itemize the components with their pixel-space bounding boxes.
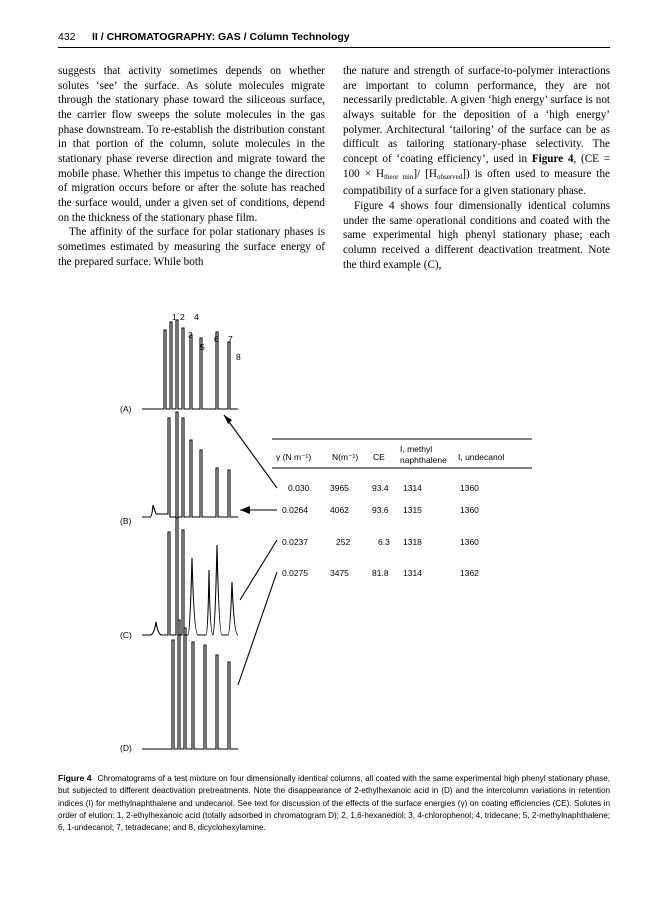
row-c-pointer bbox=[240, 540, 277, 600]
chromatogram-figure bbox=[120, 300, 560, 760]
row-b-arrowhead bbox=[240, 506, 250, 514]
table-header-i-methyl-1: I, methyl bbox=[400, 444, 433, 454]
row-c-n: 252 bbox=[336, 537, 351, 547]
row-c-gamma: 0.0237 bbox=[282, 537, 308, 547]
peak-label-3: 3 bbox=[188, 330, 193, 340]
figure-4 bbox=[120, 300, 560, 760]
table-row-c bbox=[282, 537, 479, 547]
row-d-i-methyl: 1314 bbox=[403, 568, 422, 578]
ce-formula-sub-observed: observed bbox=[436, 172, 463, 181]
row-b-gamma: 0.0264 bbox=[282, 505, 308, 515]
peak-label-4: 4 bbox=[194, 312, 199, 322]
table-row-a bbox=[288, 483, 479, 493]
row-a-pointer bbox=[224, 415, 277, 488]
chromatogram-b-trace bbox=[142, 412, 238, 517]
row-d-gamma: 0.0275 bbox=[282, 568, 308, 578]
peak-label-5: 5 bbox=[200, 342, 205, 352]
ce-formula-b: ]/ [H bbox=[413, 167, 437, 180]
header-rule bbox=[58, 47, 610, 48]
row-a-i-undecanol: 1360 bbox=[460, 483, 479, 493]
row-a-arrowhead bbox=[224, 415, 232, 424]
peak-label-8: 8 bbox=[236, 352, 241, 362]
left-paragraph-2: The affinity of the surface for polar stationary phases is sometimes estimated by measuring the surface energy of the prepared surface. While both bbox=[58, 226, 325, 268]
figure-4-reference: Figure 4 bbox=[531, 152, 574, 165]
chromatogram-c-trace bbox=[142, 518, 238, 635]
right-paragraph-2: Figure 4 shows four dimensionally identical columns under the same operational conditions and coated with the same experimental high phenyl stationary phase; each column received a different deactivation treatment. Note the third example (C), bbox=[343, 199, 610, 271]
panel-label-c: (C) bbox=[120, 630, 132, 640]
running-header bbox=[58, 30, 610, 46]
left-column bbox=[58, 64, 325, 269]
row-b-i-undecanol: 1360 bbox=[460, 505, 479, 515]
ce-formula-a: , (CE = 100 × H bbox=[343, 152, 610, 180]
peak-label-2: 2 bbox=[180, 312, 185, 322]
ce-formula-sub-theor: theor min bbox=[384, 172, 414, 181]
row-d-ce: 81.8 bbox=[372, 568, 389, 578]
peak-label-7: 7 bbox=[228, 334, 233, 344]
table-row-d bbox=[282, 568, 479, 578]
table-header-gamma: γ (N m⁻¹) bbox=[276, 452, 312, 462]
row-d-n: 3475 bbox=[330, 568, 349, 578]
running-title: II / CHROMATOGRAPHY: GAS / Column Technology bbox=[92, 31, 350, 43]
right-paragraph-1-text-a: the nature and strength of surface-to-polymer interactions are important to column performance, they are not necessarily predictable. A given ‘high energy’ surface is not always suitable for the deposition of a ‘high energy’ polymer. Architectural ‘tailoring’ of the surface can be as difficult as tailoring stationary-phase selectivity. The concept of ‘coating efficiency’, used in bbox=[343, 65, 610, 165]
panel-label-a: (A) bbox=[120, 404, 132, 414]
table-header-i-methyl-2: naphthalene bbox=[400, 455, 447, 465]
left-paragraph-1: suggests that activity sometimes depends on whether solutes ‘see’ the surface. As solute molecules migrate through the stationary phase toward the siliceous surface, the carrier flow sweeps the solute molecules in the gas phase downstream. To re-establish the distribution constant in that portion of the column, solute molecules in the stationary phase reverse direction and migrate toward the mobile phase. Whether this impetus to change the direction of migration occurs before or after the solute has reached the surface would, under a given set of conditions, depend on the thickness of the stationary phase film. bbox=[58, 65, 325, 224]
caption-text: Chromatograms of a test mixture on four dimensionally identical columns, all coated with the same experimental high phenyl stationary phase, but subjected to different deactivation pretreatments. Note the disappearance of 2-ethylhexanoic acid in (D) and the intercolumn variations in retention indices (I) for methylnaphthalene and undecanol. See text for discussion of the effects of the surface energies (γ) on coating efficiencies (CE). Solutes in order of elution: 1, 2-ethylhexanoic acid (totally adsorbed in chromatogram D); 2, 1,6-hexanediol; 3, 4-chlorophenol; 4, tridecane; 5, 2-methylnaphthalene; 6, 1-undecanol; 7, tetradecane; and 8, dicyclohexylamine. bbox=[58, 774, 610, 833]
table-header-n: N(m⁻¹) bbox=[332, 452, 359, 462]
figure-caption bbox=[58, 772, 610, 834]
row-a-n: 3965 bbox=[330, 483, 349, 493]
caption-label: Figure 4 bbox=[58, 773, 92, 783]
table-row-b bbox=[282, 505, 479, 515]
row-b-ce: 93.6 bbox=[372, 505, 389, 515]
row-a-ce: 93.4 bbox=[372, 483, 389, 493]
right-paragraph-1-text-b: often used to measure the compatibility of a surface for a given stationary phase. bbox=[343, 167, 610, 198]
peak-label-6: 6 bbox=[214, 334, 219, 344]
panel-label-d: (D) bbox=[120, 743, 132, 753]
right-paragraph-1 bbox=[343, 64, 610, 199]
table-header-i-undecanol: I, undecanol bbox=[458, 452, 505, 462]
row-a-i-methyl: 1314 bbox=[403, 483, 422, 493]
ce-formula-c: ]) is bbox=[462, 167, 483, 180]
row-c-i-undecanol: 1360 bbox=[460, 537, 479, 547]
chromatogram-d-trace bbox=[142, 620, 238, 749]
row-a-gamma: 0.030 bbox=[288, 483, 310, 493]
table-header-ce: CE bbox=[373, 452, 385, 462]
peak-label-1: 1 bbox=[172, 312, 177, 322]
row-b-i-methyl: 1315 bbox=[403, 505, 422, 515]
right-column bbox=[343, 64, 610, 272]
page-number: 432 bbox=[58, 31, 76, 43]
panel-label-b: (B) bbox=[120, 516, 132, 526]
row-c-i-methyl: 1318 bbox=[403, 537, 422, 547]
row-d-pointer bbox=[238, 572, 277, 685]
row-d-i-undecanol: 1362 bbox=[460, 568, 479, 578]
row-c-ce: 6.3 bbox=[378, 537, 390, 547]
row-b-n: 4062 bbox=[330, 505, 349, 515]
